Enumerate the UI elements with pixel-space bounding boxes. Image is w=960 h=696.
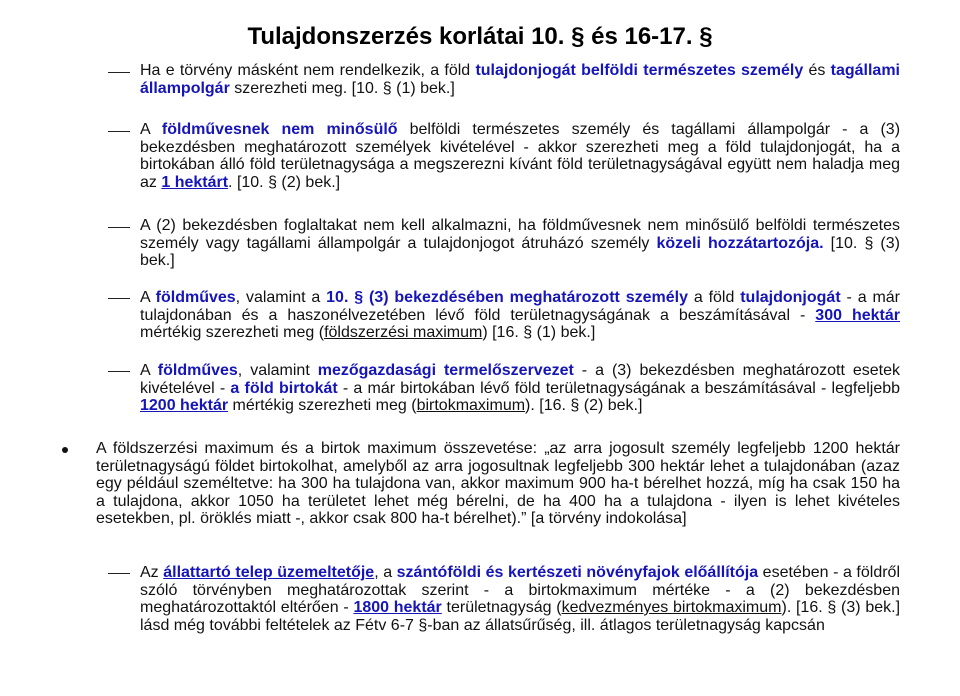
- item-text: ) [16. § (1) bek.]: [482, 324, 596, 341]
- item-text: Ha e törvény másként nem rendelkezik, a föld: [140, 62, 476, 79]
- underlined-text: kedvezményes birtokmaximum: [561, 599, 782, 616]
- list-item: [140, 121, 900, 191]
- underlined-text: birtokmaximum: [416, 397, 526, 414]
- highlight-text: tulajdonjogát belföldi természetes személy: [475, 62, 804, 79]
- item-text: , a: [374, 564, 397, 581]
- dash-marker: [108, 298, 130, 299]
- list-item: [140, 217, 900, 270]
- item-text: esetében - a földről szóló törvényben meghatározottak szerint - a birtokmaximum mértéke - a (2) bekezdésben meghatározottaktól eltérően -: [140, 564, 901, 616]
- dash-marker: [108, 131, 130, 132]
- highlight-text: közeli hozzátartozója.: [656, 234, 824, 252]
- list-item: [140, 362, 900, 415]
- item-text: - a (3) bekezdésben meghatározott esetek kivételével -: [140, 362, 901, 397]
- item-text: , valamint a: [235, 289, 327, 306]
- item-text: Az: [140, 564, 164, 581]
- item-text: - a már birtokában lévő föld területnagyságának a beszámításával - legfeljebb: [337, 379, 901, 397]
- item-text: A: [140, 121, 162, 138]
- underlined-text: földszerzési maximum: [324, 324, 483, 341]
- item-text: ). [16. § (3) bek.] lásd még további feltételek az Fétv 6-7 §-ban az állatsűrűség, ill. átlagos területnagyság kapcsán: [140, 599, 901, 634]
- bullet-marker: [62, 447, 68, 453]
- list-item: [140, 62, 900, 97]
- highlight-text: 1800 hektár: [353, 599, 442, 616]
- item-text: . [10. § (2) bek.]: [228, 173, 341, 191]
- highlight-text: tulajdonjogát: [740, 289, 841, 306]
- dash-marker: [108, 371, 130, 372]
- item-text: területnagyság (: [441, 599, 562, 616]
- item-text: - a már tulajdonában és a haszonélvezetében lévő föld területnagyságának a beszámításával -: [140, 289, 900, 324]
- highlight-text: állattartó telep üzemeltetője: [163, 564, 375, 581]
- highlight-text: a föld birtokát: [230, 379, 338, 397]
- dash-marker: [108, 573, 130, 574]
- item-text: belföldi természetes személy és tagállami állampolgár - a (3) bekezdésben meghatározott személyek kivételével - akkor szerezheti meg a föld tulajdonjogát, ha a birtokában álló föld területnagysága a megszerezni kívánt föld területnagyságával együtt nem haladja meg az: [140, 121, 901, 191]
- highlight-text: 1200 hektár: [140, 397, 229, 414]
- highlight-text: szántóföldi és kertészeti növényfajok előállítója: [396, 564, 759, 581]
- highlight-text: földműves: [155, 289, 236, 306]
- item-text: ). [16. § (2) bek.]: [525, 397, 643, 414]
- highlight-text: mezőgazdasági termelőszervezet: [317, 362, 574, 379]
- slide-title: Tulajdonszerzés korlátai 10. § és 16-17. §: [247, 23, 713, 50]
- item-text: és: [803, 62, 831, 79]
- list-item: [140, 289, 900, 342]
- item-text: A: [140, 289, 156, 306]
- list-item: [140, 564, 900, 634]
- item-text: , valamint: [237, 362, 318, 379]
- highlight-text: 300 hektár: [815, 306, 900, 324]
- item-text: A (2) bekezdésben foglaltakat nem kell alkalmazni, ha földművesnek nem minősülő belföldi természetes személy vagy tagállami állampolgár a tulajdonjogot átruházó személy: [140, 217, 900, 252]
- highlight-text: 1 hektárt: [161, 173, 229, 191]
- dash-marker: [108, 227, 130, 228]
- item-text: mértékig szerezheti meg (: [228, 397, 417, 414]
- bullet-paragraph: A földszerzési maximum és a birtok maximum összevetése: „az arra jogosult személy legfeljebb 1200 hektár területnagyságú földet birtokolhat, amelyből az arra jogosultnak legfeljebb 300 hektár lehet a tulajdonában (azaz egy például személtetve: ha 300 ha tulajdona van, akkor maximum 900 ha-t bérelhet hozzá, míg ha csak 150 ha a tulajdona, akkor 1050 ha területet lehet még bérelni, de ha 400 ha a tulajdona - ilyen is lehet kivételes esetekben, pl. öröklés miatt -, akkor csak 800 ha-t bérelhet).” [a törvény indokolása]: [96, 440, 900, 527]
- item-text: A: [140, 362, 158, 379]
- item-text: a föld: [687, 289, 741, 306]
- item-text: szerezheti meg. [10. § (1) bek.]: [229, 79, 455, 97]
- highlight-text: 10. § (3) bekezdésében meghatározott személy: [326, 289, 688, 306]
- highlight-text: földműves: [157, 362, 238, 379]
- item-text: [10. § (3) bek.]: [140, 234, 900, 269]
- highlight-text: tagállami állampolgár: [140, 62, 900, 97]
- item-text: mértékig szerezheti meg (: [140, 324, 325, 341]
- dash-marker: [108, 72, 130, 73]
- highlight-text: földművesnek nem minősülő: [161, 121, 398, 138]
